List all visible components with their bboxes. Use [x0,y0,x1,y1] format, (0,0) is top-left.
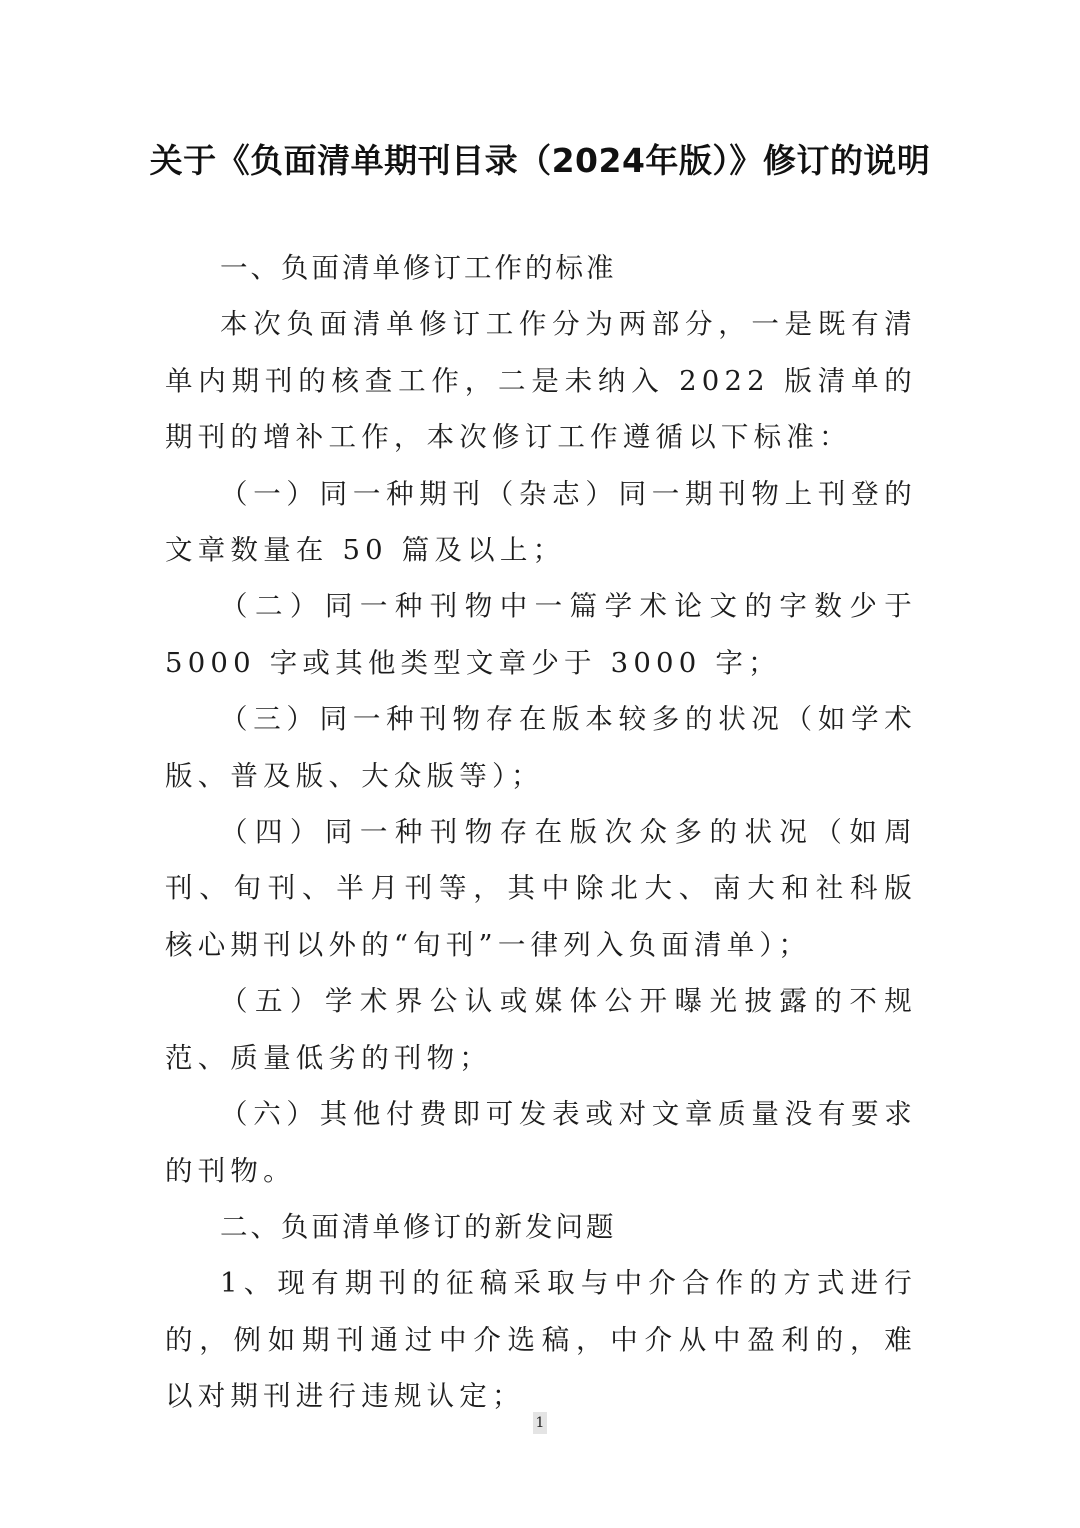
criterion-5: （五）学术界公认或媒体公开曝光披露的不规范、质量低劣的刊物； [165,985,917,1074]
paragraph-intro: 本次负面清单修订工作分为两部分，一是既有清单内期刊的核查工作，二是未纳入 2022 版清单的期刊的增补工作，本次修订工作遵循以下标准： [165,308,917,454]
document-title: 关于《负面清单期刊目录（2024年版）》修订的说明 [149,141,931,180]
criterion-4: （四）同一种刊物存在版次众多的状况（如周刊、旬刊、半月刊等，其中除北大、南大和社科版核心期刊以外的“旬刊”一律列入负面清单）； [165,816,917,961]
criterion-6: （六）其他付费即可发表或对文章质量没有要求的刊物。 [165,1098,917,1187]
section-heading-1: 一、负面清单修订工作的标准 [220,252,617,284]
issue-1: 1、现有期刊的征稿采取与中介合作的方式进行的，例如期刊通过中介选稿，中介从中盈利的，难以对期刊进行违规认定； [165,1267,917,1413]
criterion-3: （三）同一种刊物存在版本较多的状况（如学术版、普及版、大众版等）； [165,703,917,792]
page-number: 1 [533,1412,547,1434]
criterion-2: （二）同一种刊物中一篇学术论文的字数少于 5000 字或其他类型文章少于 3000 字； [165,590,917,679]
section-heading-2: 二、负面清单修订的新发问题 [220,1210,617,1243]
document-body [165,240,917,1425]
criterion-1: （一）同一种期刊（杂志）同一期刊物上刊登的文章数量在 50 篇及以上； [165,477,917,567]
